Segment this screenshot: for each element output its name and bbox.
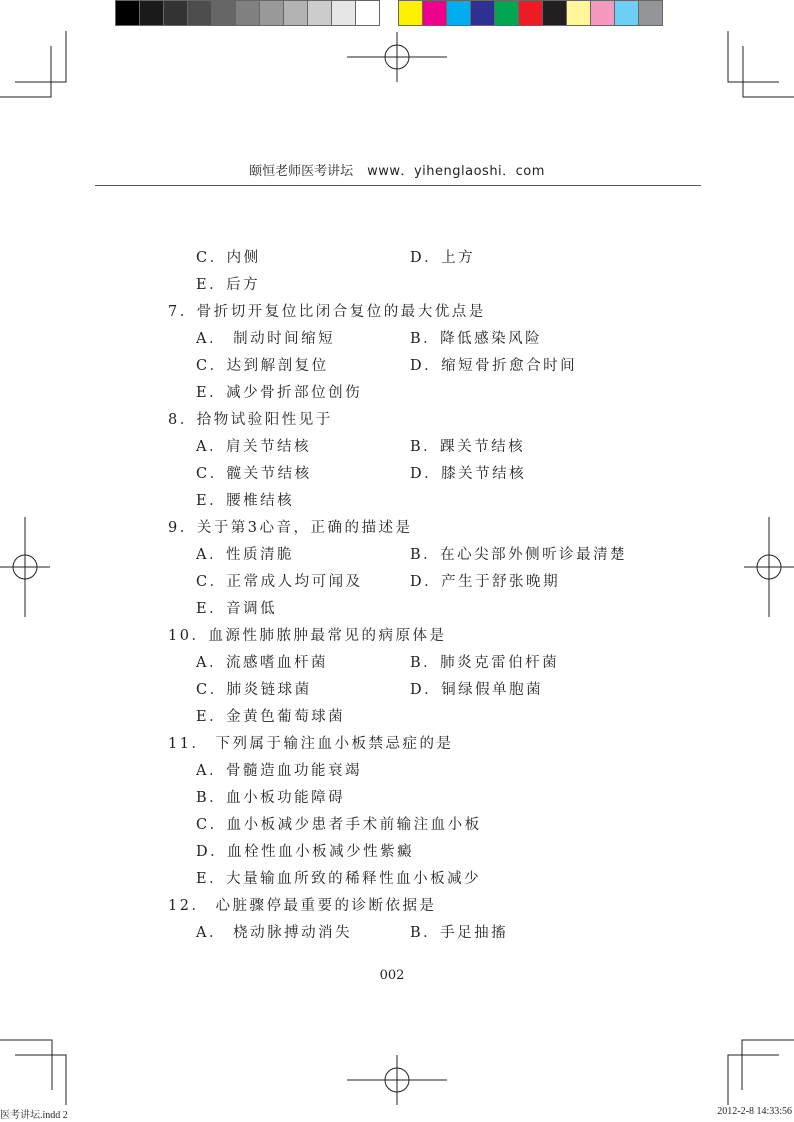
answer-option: B．降低感染风险 xyxy=(410,331,543,347)
answer-option: E．后方 xyxy=(196,277,261,293)
answer-option: E．音调低 xyxy=(196,601,278,617)
answer-option: A．流感嗜血杆菌 xyxy=(196,655,328,671)
answer-option: D．产生于舒张晚期 xyxy=(410,574,561,590)
crop-mark-bottom-right xyxy=(728,1040,794,1105)
answer-option: A．性质清脆 xyxy=(196,547,294,563)
answer-option: A． 制动时间缩短 xyxy=(196,331,336,347)
answer-option: C．正常成人均可闻及 xyxy=(196,574,363,590)
header-rule xyxy=(95,185,701,186)
question-stem: 8．拾物试验阳性见于 xyxy=(168,412,333,428)
answer-option: C．内侧 xyxy=(196,250,261,266)
header-title: 颐恒老师医考讲坛 xyxy=(249,164,354,179)
answer-option: C．肺炎链球菌 xyxy=(196,682,312,698)
answer-option: D．缩短骨折愈合时间 xyxy=(410,358,578,374)
answer-option: B．踝关节结核 xyxy=(410,439,526,455)
answer-option: A．骨髓造血功能衰竭 xyxy=(196,763,362,779)
answer-option: B．在心尖部外侧听诊最清楚 xyxy=(410,547,628,563)
footer-timestamp: 2012-2-8 14:33:56 xyxy=(717,1106,792,1117)
answer-option: D．铜绿假单胞菌 xyxy=(410,682,544,698)
answer-option: E．腰椎结核 xyxy=(196,493,295,509)
answer-option: E．金黄色葡萄球菌 xyxy=(196,709,346,725)
answer-option: D．上方 xyxy=(410,250,476,266)
answer-option: E．大量输血所致的稀释性血小板减少 xyxy=(196,871,482,887)
answer-option: A．肩关节结核 xyxy=(196,439,311,455)
answer-option: C．髋关节结核 xyxy=(196,466,312,482)
answer-option: B．血小板功能障碍 xyxy=(196,790,346,806)
question-stem: 10．血源性肺脓肿最常见的病原体是 xyxy=(168,628,447,644)
answer-option: C．血小板减少患者手术前输注血小板 xyxy=(196,817,482,833)
page-number: 002 xyxy=(379,968,405,983)
answer-option: D．膝关节结核 xyxy=(410,466,527,482)
crop-mark-top-right xyxy=(728,31,794,97)
question-stem: 9．关于第3心音，正确的描述是 xyxy=(168,520,413,536)
registration-mark-right xyxy=(744,517,794,617)
question-stem: 7．骨折切开复位比闭合复位的最大优点是 xyxy=(168,304,486,320)
registration-mark-bottom xyxy=(347,1055,447,1105)
running-header xyxy=(0,160,794,179)
footer-filename: 医考讲坛.indd 2 xyxy=(0,1110,68,1121)
header-url: www．yihenglaoshi．com xyxy=(367,164,545,179)
answer-option: C．达到解剖复位 xyxy=(196,358,329,374)
answer-option: E．减少骨折部位创伤 xyxy=(196,385,363,401)
crop-mark-bottom-left xyxy=(0,1040,66,1105)
answer-option: A． 桡动脉搏动消失 xyxy=(196,925,353,941)
crop-mark-top-left xyxy=(0,31,66,97)
answer-option: B．肺炎克雷伯杆菌 xyxy=(410,655,560,671)
question-stem: 12． 心脏骤停最重要的诊断依据是 xyxy=(168,898,437,914)
registration-mark-left xyxy=(0,517,50,617)
registration-mark-top xyxy=(347,32,447,82)
answer-option: B．手足抽搐 xyxy=(410,925,509,941)
question-stem: 11． 下列属于输注血小板禁忌症的是 xyxy=(168,736,454,752)
answer-option: D．血栓性血小板减少性紫癜 xyxy=(196,844,415,860)
